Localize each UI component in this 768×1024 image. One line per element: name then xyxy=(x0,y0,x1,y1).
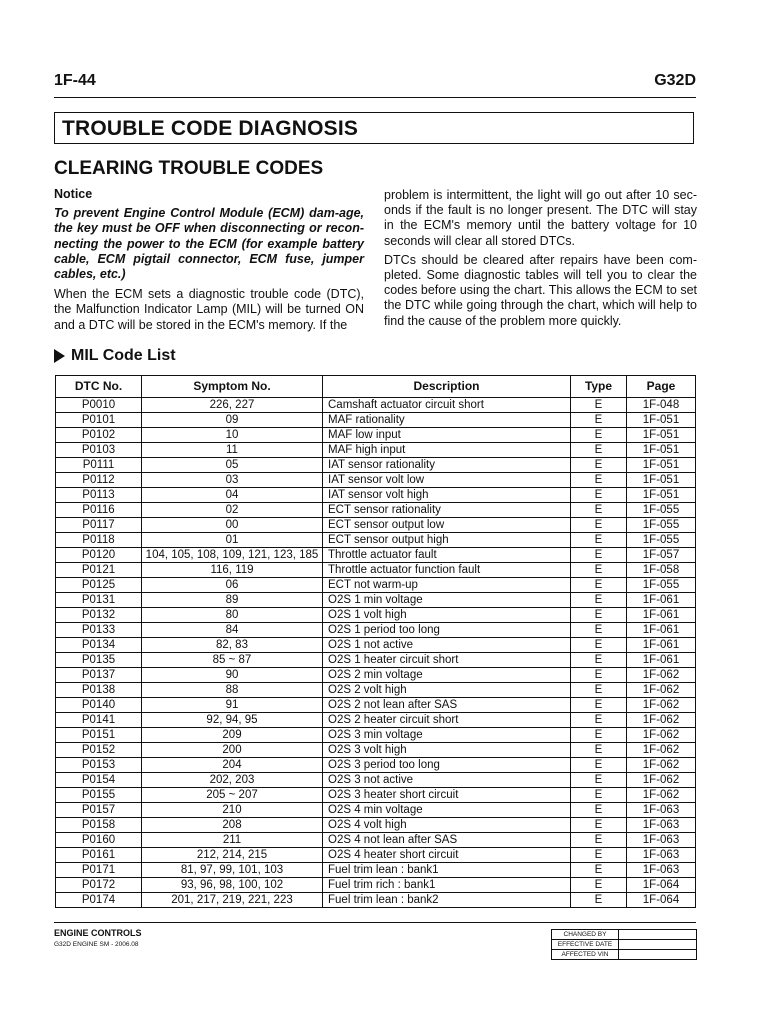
dtc-cell: P0111 xyxy=(56,458,142,473)
dtc-cell: P0131 xyxy=(56,593,142,608)
symptom-cell: 01 xyxy=(142,533,323,548)
description-cell: O2S 1 heater circuit short xyxy=(323,653,571,668)
description-cell: MAF high input xyxy=(323,443,571,458)
mil-code-table xyxy=(55,375,696,908)
table-row xyxy=(56,758,696,773)
symptom-cell: 05 xyxy=(142,458,323,473)
description-cell: IAT sensor volt low xyxy=(323,473,571,488)
description-cell: Fuel trim rich : bank1 xyxy=(323,878,571,893)
col-header-symptom: Symptom No. xyxy=(142,376,323,398)
type-cell: E xyxy=(571,848,627,863)
table-row xyxy=(56,443,696,458)
description-cell: O2S 1 volt high xyxy=(323,608,571,623)
type-cell: E xyxy=(571,803,627,818)
description-cell: Throttle actuator function fault xyxy=(323,563,571,578)
page-cell: 1F-061 xyxy=(627,653,696,668)
symptom-cell: 04 xyxy=(142,488,323,503)
description-cell: O2S 4 volt high xyxy=(323,818,571,833)
table-row xyxy=(56,413,696,428)
symptom-cell: 84 xyxy=(142,623,323,638)
type-cell: E xyxy=(571,563,627,578)
type-cell: E xyxy=(571,473,627,488)
symptom-cell: 205 ~ 207 xyxy=(142,788,323,803)
type-cell: E xyxy=(571,398,627,413)
changed-by-label: CHANGED BY xyxy=(552,930,619,940)
type-cell: E xyxy=(571,788,627,803)
description-cell: ECT sensor output high xyxy=(323,533,571,548)
page-cell: 1F-048 xyxy=(627,398,696,413)
notice-text: To prevent Engine Control Module (ECM) dam-age, the key must be OFF when disconnecting or recon-necting the power to the ECM (for example battery cable, ECM pigtail connector, ECM fuse, jumper cables, etc.) xyxy=(54,206,364,282)
dtc-cell: P0112 xyxy=(56,473,142,488)
triangle-right-icon xyxy=(54,349,65,363)
symptom-cell: 202, 203 xyxy=(142,773,323,788)
symptom-cell: 09 xyxy=(142,413,323,428)
dtc-cell: P0140 xyxy=(56,698,142,713)
symptom-cell: 81, 97, 99, 101, 103 xyxy=(142,863,323,878)
table-row xyxy=(56,638,696,653)
description-cell: ECT not warm-up xyxy=(323,578,571,593)
table-row xyxy=(56,488,696,503)
dtc-cell: P0132 xyxy=(56,608,142,623)
type-cell: E xyxy=(571,608,627,623)
left-column xyxy=(54,187,364,337)
left-paragraph: When the ECM sets a diagnostic trouble code (DTC), the Malfunction Indicator Lamp (MIL) will be turned ON and a DTC will be stored in the ECM's memory. If the xyxy=(54,287,364,332)
dtc-cell: P0153 xyxy=(56,758,142,773)
table-row xyxy=(56,818,696,833)
col-header-description: Description xyxy=(323,376,571,398)
type-cell: E xyxy=(571,728,627,743)
type-cell: E xyxy=(571,488,627,503)
symptom-cell: 104, 105, 108, 109, 121, 123, 185 xyxy=(142,548,323,563)
dtc-cell: P0151 xyxy=(56,728,142,743)
dtc-cell: P0137 xyxy=(56,668,142,683)
page-cell: 1F-062 xyxy=(627,758,696,773)
type-cell: E xyxy=(571,863,627,878)
page-number: 1F-44 xyxy=(54,72,96,89)
page-cell: 1F-061 xyxy=(627,638,696,653)
page-cell: 1F-051 xyxy=(627,458,696,473)
page-cell: 1F-064 xyxy=(627,878,696,893)
description-cell: Fuel trim lean : bank2 xyxy=(323,893,571,908)
dtc-cell: P0120 xyxy=(56,548,142,563)
type-cell: E xyxy=(571,458,627,473)
dtc-cell: P0161 xyxy=(56,848,142,863)
symptom-cell: 88 xyxy=(142,683,323,698)
table-row xyxy=(56,428,696,443)
symptom-cell: 02 xyxy=(142,503,323,518)
symptom-cell: 90 xyxy=(142,668,323,683)
page-cell: 1F-051 xyxy=(627,428,696,443)
symptom-cell: 204 xyxy=(142,758,323,773)
mil-list-heading xyxy=(54,347,176,365)
page-cell: 1F-051 xyxy=(627,488,696,503)
table-row xyxy=(56,878,696,893)
table-row xyxy=(56,608,696,623)
description-cell: Camshaft actuator circuit short xyxy=(323,398,571,413)
table-row xyxy=(56,548,696,563)
dtc-cell: P0116 xyxy=(56,503,142,518)
page-cell: 1F-061 xyxy=(627,623,696,638)
table-row xyxy=(56,788,696,803)
footer-rule xyxy=(54,922,696,923)
dtc-cell: P0135 xyxy=(56,653,142,668)
table-row xyxy=(56,713,696,728)
page-cell: 1F-063 xyxy=(627,803,696,818)
title-box xyxy=(54,112,694,144)
symptom-cell: 03 xyxy=(142,473,323,488)
page-cell: 1F-063 xyxy=(627,833,696,848)
symptom-cell: 89 xyxy=(142,593,323,608)
table-row xyxy=(56,728,696,743)
type-cell: E xyxy=(571,683,627,698)
revision-box xyxy=(551,929,697,960)
symptom-cell: 06 xyxy=(142,578,323,593)
type-cell: E xyxy=(571,878,627,893)
type-cell: E xyxy=(571,893,627,908)
description-cell: O2S 3 heater short circuit xyxy=(323,788,571,803)
type-cell: E xyxy=(571,623,627,638)
type-cell: E xyxy=(571,713,627,728)
type-cell: E xyxy=(571,668,627,683)
footer-manual: G32D ENGINE SM - 2006.08 xyxy=(54,941,139,948)
dtc-cell: P0125 xyxy=(56,578,142,593)
description-cell: O2S 2 min voltage xyxy=(323,668,571,683)
table-row xyxy=(56,893,696,908)
page-cell: 1F-062 xyxy=(627,683,696,698)
table-row xyxy=(56,623,696,638)
page-cell: 1F-063 xyxy=(627,818,696,833)
symptom-cell: 209 xyxy=(142,728,323,743)
table-header-row xyxy=(56,376,696,398)
type-cell: E xyxy=(571,578,627,593)
page-cell: 1F-051 xyxy=(627,473,696,488)
dtc-cell: P0117 xyxy=(56,518,142,533)
description-cell: O2S 4 min voltage xyxy=(323,803,571,818)
type-cell: E xyxy=(571,413,627,428)
type-cell: E xyxy=(571,653,627,668)
affected-vin-label: AFFECTED VIN xyxy=(552,950,619,960)
description-cell: O2S 2 volt high xyxy=(323,683,571,698)
table-row xyxy=(56,803,696,818)
table-row xyxy=(56,593,696,608)
description-cell: ECT sensor rationality xyxy=(323,503,571,518)
symptom-cell: 11 xyxy=(142,443,323,458)
footer-section: ENGINE CONTROLS xyxy=(54,928,142,938)
col-header-type: Type xyxy=(571,376,627,398)
dtc-cell: P0121 xyxy=(56,563,142,578)
type-cell: E xyxy=(571,503,627,518)
dtc-cell: P0160 xyxy=(56,833,142,848)
dtc-cell: P0138 xyxy=(56,683,142,698)
description-cell: O2S 4 not lean after SAS xyxy=(323,833,571,848)
dtc-cell: P0171 xyxy=(56,863,142,878)
table-row xyxy=(56,503,696,518)
model-code: G32D xyxy=(654,72,696,89)
table-row xyxy=(56,398,696,413)
symptom-cell: 82, 83 xyxy=(142,638,323,653)
page-cell: 1F-062 xyxy=(627,773,696,788)
description-cell: O2S 3 not active xyxy=(323,773,571,788)
type-cell: E xyxy=(571,638,627,653)
table-row xyxy=(56,458,696,473)
changed-by-value xyxy=(619,930,697,940)
revision-row xyxy=(552,940,697,950)
dtc-cell: P0154 xyxy=(56,773,142,788)
description-cell: O2S 2 not lean after SAS xyxy=(323,698,571,713)
symptom-cell: 211 xyxy=(142,833,323,848)
table-row xyxy=(56,473,696,488)
page-cell: 1F-063 xyxy=(627,863,696,878)
section-heading: CLEARING TROUBLE CODES xyxy=(54,158,324,179)
page-cell: 1F-062 xyxy=(627,698,696,713)
dtc-cell: P0141 xyxy=(56,713,142,728)
page-cell: 1F-055 xyxy=(627,578,696,593)
dtc-cell: P0158 xyxy=(56,818,142,833)
symptom-cell: 116, 119 xyxy=(142,563,323,578)
symptom-cell: 85 ~ 87 xyxy=(142,653,323,668)
dtc-cell: P0133 xyxy=(56,623,142,638)
page-cell: 1F-062 xyxy=(627,743,696,758)
table-row xyxy=(56,533,696,548)
page-cell: 1F-057 xyxy=(627,548,696,563)
type-cell: E xyxy=(571,818,627,833)
symptom-cell: 00 xyxy=(142,518,323,533)
type-cell: E xyxy=(571,428,627,443)
right-paragraph-1: problem is intermittent, the light will go out after 10 sec-onds if the fault is no longer present. The DTC will stay in the ECM's memory until the battery voltage for 10 seconds will clear all stored DTCs. xyxy=(384,188,697,248)
description-cell: O2S 3 min voltage xyxy=(323,728,571,743)
dtc-cell: P0174 xyxy=(56,893,142,908)
page-cell: 1F-058 xyxy=(627,563,696,578)
description-cell: O2S 1 period too long xyxy=(323,623,571,638)
table-body xyxy=(56,398,696,908)
table-row xyxy=(56,668,696,683)
type-cell: E xyxy=(571,773,627,788)
page-cell: 1F-061 xyxy=(627,593,696,608)
page-cell: 1F-063 xyxy=(627,848,696,863)
type-cell: E xyxy=(571,833,627,848)
page-cell: 1F-055 xyxy=(627,503,696,518)
dtc-cell: P0155 xyxy=(56,788,142,803)
symptom-cell: 93, 96, 98, 100, 102 xyxy=(142,878,323,893)
type-cell: E xyxy=(571,698,627,713)
type-cell: E xyxy=(571,743,627,758)
dtc-cell: P0101 xyxy=(56,413,142,428)
table-row xyxy=(56,833,696,848)
description-cell: O2S 4 heater short circuit xyxy=(323,848,571,863)
symptom-cell: 210 xyxy=(142,803,323,818)
table-row xyxy=(56,683,696,698)
table-row xyxy=(56,848,696,863)
page-cell: 1F-064 xyxy=(627,893,696,908)
dtc-cell: P0134 xyxy=(56,638,142,653)
page-cell: 1F-051 xyxy=(627,413,696,428)
page-cell: 1F-051 xyxy=(627,443,696,458)
description-cell: MAF rationality xyxy=(323,413,571,428)
revision-row xyxy=(552,930,697,940)
page-cell: 1F-055 xyxy=(627,518,696,533)
description-cell: O2S 1 min voltage xyxy=(323,593,571,608)
type-cell: E xyxy=(571,443,627,458)
description-cell: IAT sensor volt high xyxy=(323,488,571,503)
description-cell: IAT sensor rationality xyxy=(323,458,571,473)
symptom-cell: 80 xyxy=(142,608,323,623)
effective-date-label: EFFECTIVE DATE xyxy=(552,940,619,950)
table-row xyxy=(56,518,696,533)
revision-row xyxy=(552,950,697,960)
symptom-cell: 91 xyxy=(142,698,323,713)
description-cell: O2S 3 period too long xyxy=(323,758,571,773)
symptom-cell: 201, 217, 219, 221, 223 xyxy=(142,893,323,908)
right-column xyxy=(384,188,697,333)
description-cell: O2S 1 not active xyxy=(323,638,571,653)
symptom-cell: 212, 214, 215 xyxy=(142,848,323,863)
description-cell: ECT sensor output low xyxy=(323,518,571,533)
symptom-cell: 208 xyxy=(142,818,323,833)
dtc-cell: P0172 xyxy=(56,878,142,893)
affected-vin-value xyxy=(619,950,697,960)
page-cell: 1F-062 xyxy=(627,713,696,728)
dtc-cell: P0113 xyxy=(56,488,142,503)
table-row xyxy=(56,773,696,788)
dtc-cell: P0118 xyxy=(56,533,142,548)
dtc-cell: P0102 xyxy=(56,428,142,443)
type-cell: E xyxy=(571,518,627,533)
dtc-cell: P0152 xyxy=(56,743,142,758)
table-row xyxy=(56,863,696,878)
dtc-cell: P0157 xyxy=(56,803,142,818)
symptom-cell: 92, 94, 95 xyxy=(142,713,323,728)
page-title: TROUBLE CODE DIAGNOSIS xyxy=(62,117,359,140)
type-cell: E xyxy=(571,758,627,773)
description-cell: Fuel trim lean : bank1 xyxy=(323,863,571,878)
page-cell: 1F-062 xyxy=(627,728,696,743)
dtc-cell: P0103 xyxy=(56,443,142,458)
col-header-dtc: DTC No. xyxy=(56,376,142,398)
header-rule xyxy=(54,97,696,98)
description-cell: O2S 2 heater circuit short xyxy=(323,713,571,728)
page-cell: 1F-062 xyxy=(627,788,696,803)
right-paragraph-2: DTCs should be cleared after repairs have been com-pleted. Some diagnostic tables will tell you to clear the codes before using the chart. This allows the ECM to set the DTC while going through the chart, which will help to find the cause of the problem more quickly. xyxy=(384,252,697,328)
page-cell: 1F-055 xyxy=(627,533,696,548)
col-header-page: Page xyxy=(627,376,696,398)
description-cell: Throttle actuator fault xyxy=(323,548,571,563)
type-cell: E xyxy=(571,548,627,563)
page-cell: 1F-062 xyxy=(627,668,696,683)
symptom-cell: 226, 227 xyxy=(142,398,323,413)
description-cell: MAF low input xyxy=(323,428,571,443)
table-row xyxy=(56,698,696,713)
notice-label: Notice xyxy=(54,187,93,201)
dtc-cell: P0010 xyxy=(56,398,142,413)
description-cell: O2S 3 volt high xyxy=(323,743,571,758)
type-cell: E xyxy=(571,593,627,608)
symptom-cell: 200 xyxy=(142,743,323,758)
page-cell: 1F-061 xyxy=(627,608,696,623)
type-cell: E xyxy=(571,533,627,548)
table-row xyxy=(56,653,696,668)
mil-list-title: MIL Code List xyxy=(71,347,176,364)
effective-date-value xyxy=(619,940,697,950)
symptom-cell: 10 xyxy=(142,428,323,443)
table-row xyxy=(56,563,696,578)
table-row xyxy=(56,743,696,758)
table-row xyxy=(56,578,696,593)
